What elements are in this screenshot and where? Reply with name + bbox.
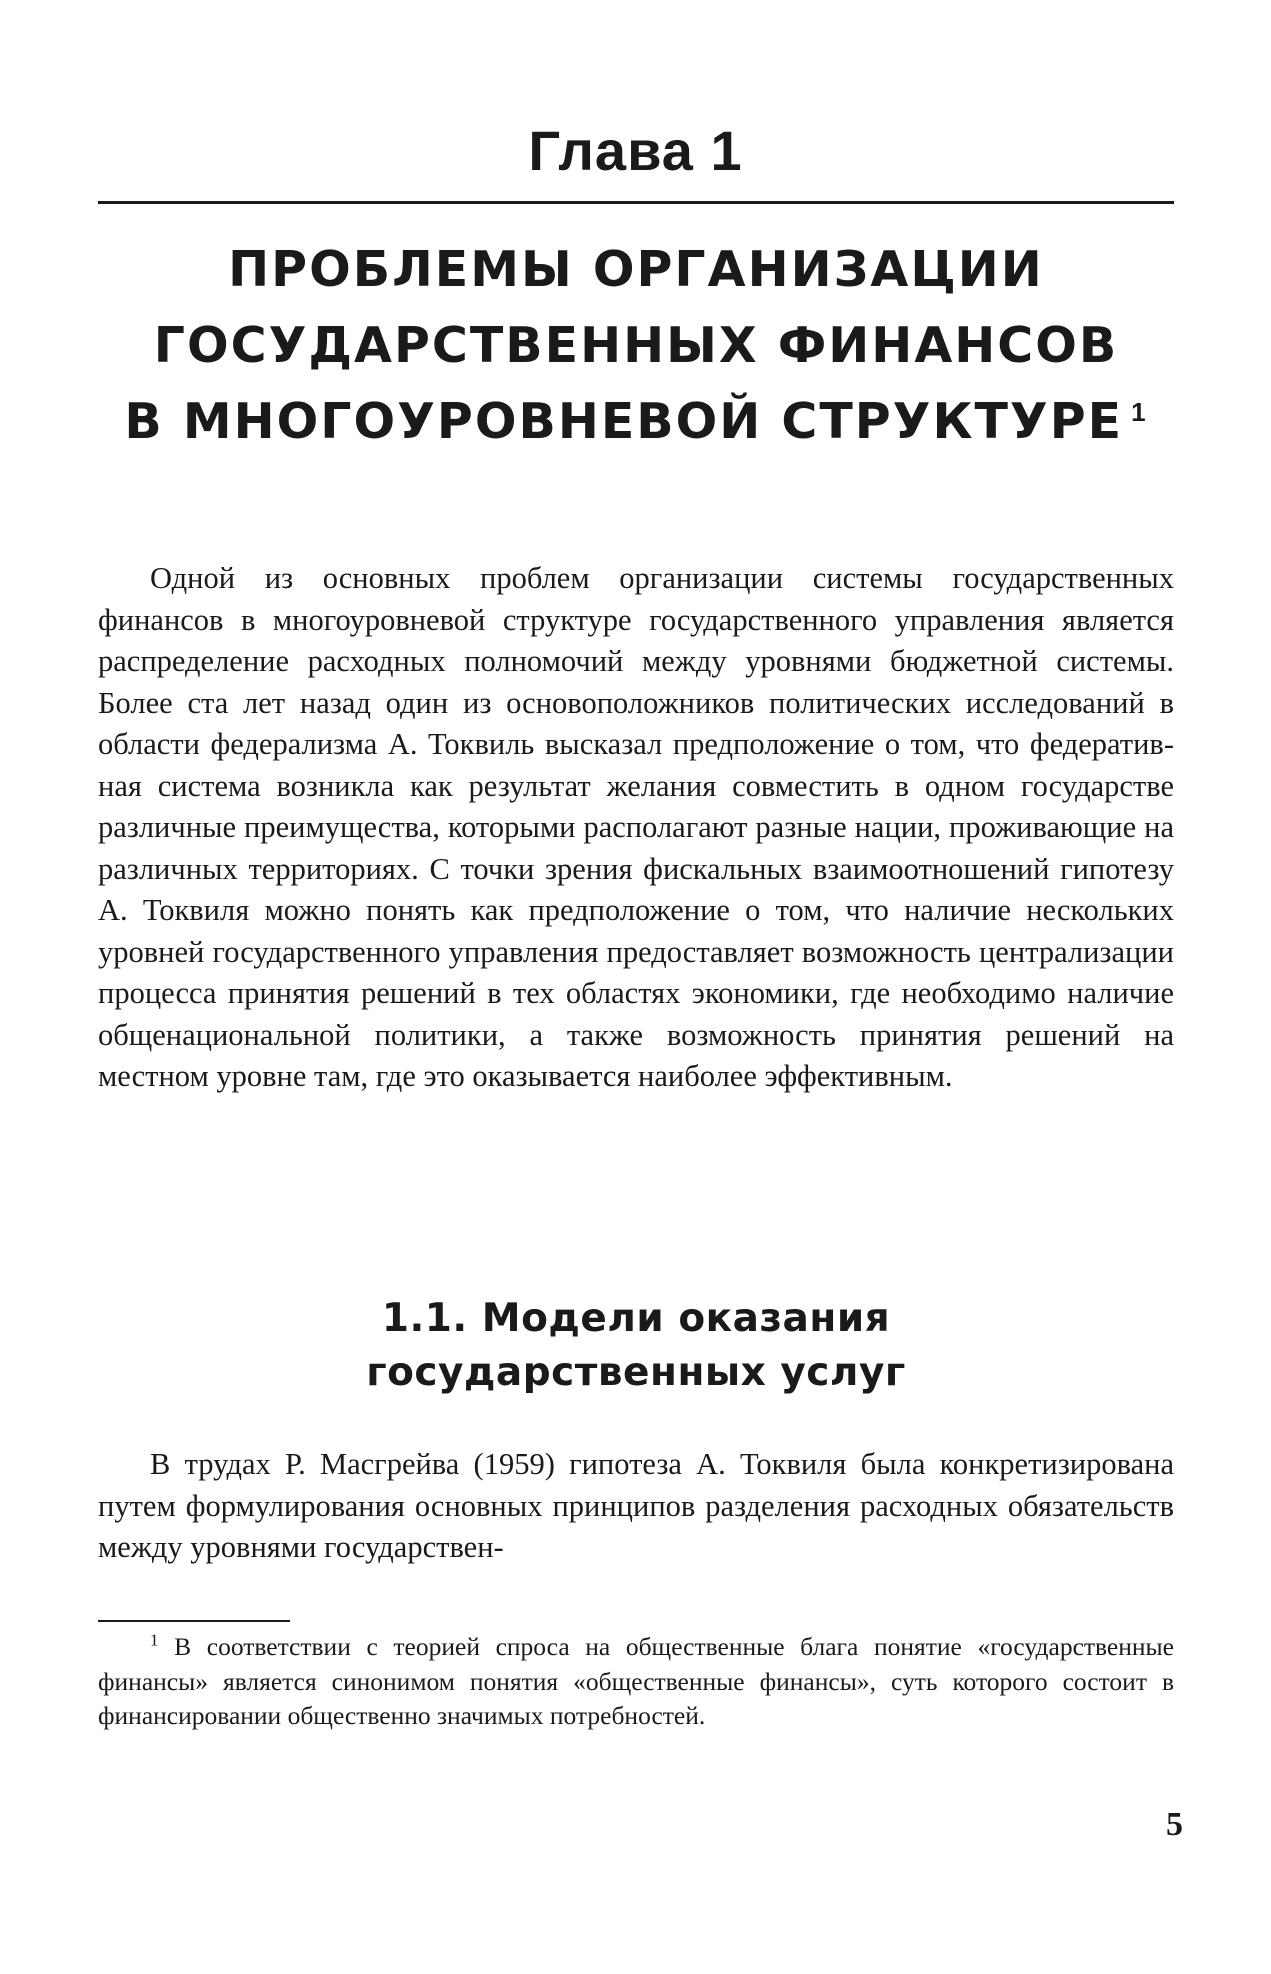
chapter-title (98, 232, 1174, 460)
footnote (98, 1630, 1174, 1734)
section-title-line-2: государственных услуг (366, 1350, 906, 1395)
section-paragraph: В трудах Р. Масгрейва (1959) гипотеза А. Токвиля была конкретизирована путем формулирования основных принципов разделения расходных обязательств между уровнями государствен- (98, 1447, 1174, 1564)
intro-paragraph: Одной из основных проблем организации системы государственных финансов в многоуровневой структуре государственного управления является распределение расходных полномочий между уровнями бюджетной системы. Более ста лет назад один из основоположников политических исследований в области федерализма А. Токвиль высказал предположение о том, что федеративная система возникла как результат желания совместить в одном государстве различные преимущества, которыми располагают разные нации, проживающие на различных территориях. С точки зрения фискальных взаимоотношений гипотезу А. Токвиля можно понять как предположение о том, что наличие нескольких уровней государственного управления предоставляет возможность централизации процесса принятия решений в тех областях экономики, где необходимо наличие общенациональной политики, а также возможность принятия решений на местном уровне там, где это оказывается наиболее эффективным. (98, 561, 1174, 1093)
section-title-line-1: 1.1. Модели оказания (381, 1296, 891, 1341)
footnote-marker: 1 (150, 1630, 159, 1650)
chapter-title-line-1: ПРОБЛЕМЫ ОРГАНИЗАЦИИ (228, 241, 1044, 298)
chapter-title-line-3 (98, 384, 1174, 460)
footnote-text: В соответствии с теорией спроса на общественные блага понятие «государственные финансы» является синонимом понятия «общественные финансы», суть которого состоит в финансировании общественно значимых потребностей. (98, 1632, 1174, 1730)
chapter-title-line-2: ГОСУДАРСТВЕННЫХ ФИНАНСОВ (153, 317, 1119, 374)
footnote-divider (98, 1620, 290, 1622)
chapter-title-line-3-text: В МНОГОУРОВНЕВОЙ СТРУКТУРЕ (124, 393, 1124, 450)
chapter-footnote-marker: 1 (1131, 396, 1148, 427)
chapter-label: Глава 1 (528, 119, 743, 182)
page-number: 5 (1166, 1806, 1183, 1843)
chapter-divider (98, 201, 1174, 204)
section-title (98, 1292, 1174, 1400)
